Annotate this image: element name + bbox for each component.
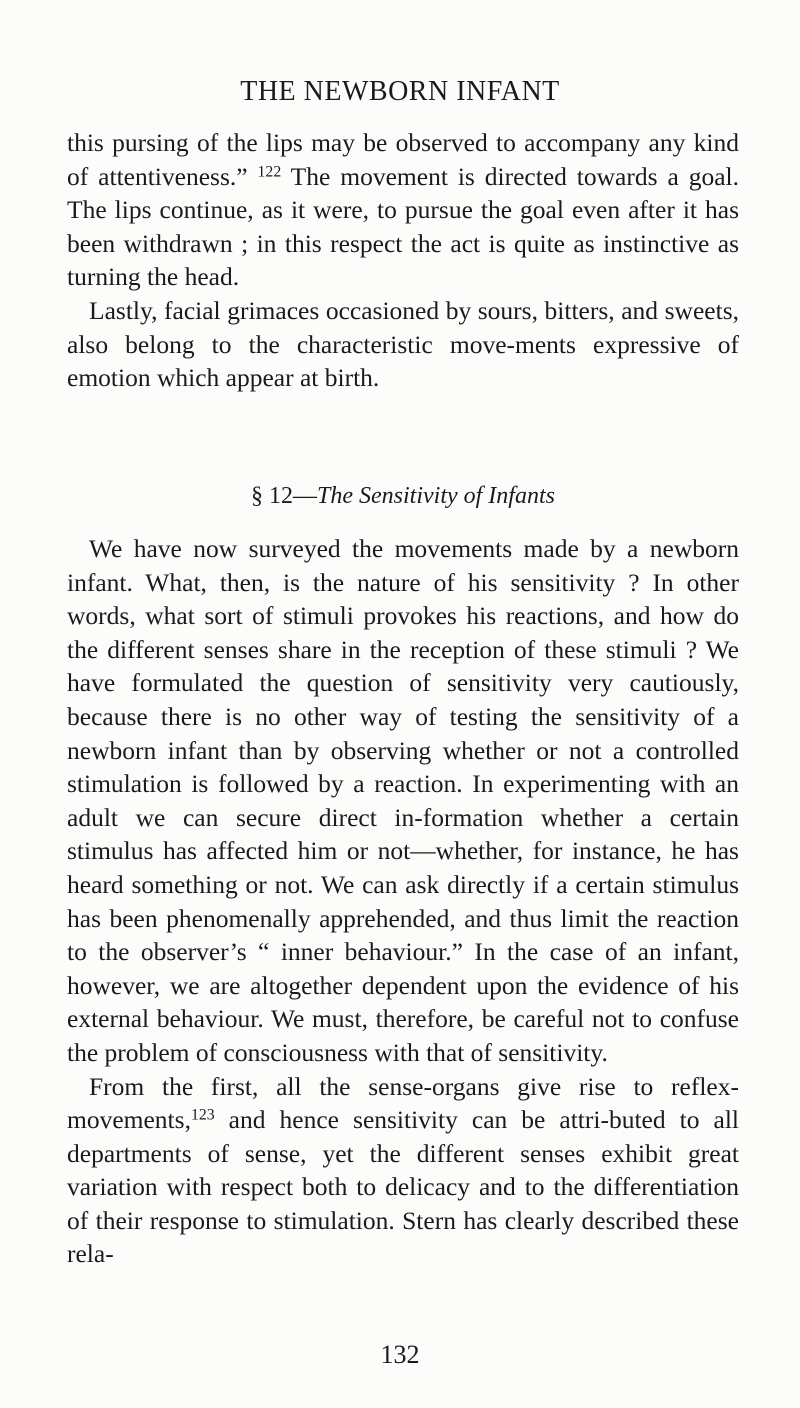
section-number: § 12—: [251, 483, 317, 509]
paragraph-text: The movement is directed towards a goal. The lips continue, as it were, to pursue the goal even after it has been withdrawn ; in this respect the act is quite as instinctive as turning the head.: [67, 161, 739, 292]
paragraph-continued: [67, 126, 739, 294]
running-head: THE NEWBORN INFANT: [240, 76, 560, 107]
page-number: 132: [380, 1340, 420, 1369]
footnote-ref-122: 122: [257, 162, 282, 180]
section-title: The Sensitivity of Infants: [317, 483, 555, 509]
body-text-bottom: [67, 532, 739, 1271]
paragraph: We have now surveyed the movements made by a newborn infant. What, then, is the nature of his sensitivity ? In other words, what sort of stimuli provokes his reactions, and how do the different senses share in the reception of these stimuli ? We have formulated the question of sensitivity very cautiously, because there is no other way of testing the sensitivity of a newborn infant than by observing whether or not a controlled stimulation is followed by a reaction. In experimenting with an adult we can secure direct in-formation whether a certain stimulus has affected him or not—whether, for instance, he has heard something or not. We can ask directly if a certain stimulus has been phenomenally apprehended, and thus limit the reaction to the observer’s “ inner behaviour.” In the case of an infant, however, we are altogether dependent upon the evidence of his external behaviour. We must, therefore, be careful not to confuse the problem of consciousness with that of sensitivity.: [67, 534, 739, 1067]
body-text-top: [67, 126, 739, 395]
footnote-ref-123: 123: [190, 1106, 215, 1124]
section-heading: [67, 480, 739, 514]
paragraph-text: this pursing of the lips may be observed to accompany any kind of attentiveness.”: [67, 128, 739, 191]
paragraph: [67, 1070, 739, 1272]
paragraph-text: and hence sensitivity can be attri-buted to all departments of sense, yet the different senses exhibit great variation with respect both to delicacy and to the differentiation of their response to stimulation. Stern has clearly described these rela-: [67, 1105, 739, 1269]
paragraph-text: From the first, all the sense-organs give rise to reflex-movements,: [67, 1071, 739, 1135]
section-heading-block: [67, 480, 739, 514]
paragraph: Lastly, facial grimaces occasioned by sours, bitters, and sweets, also belong to the characteristic move-ments expressive of emotion which appear at birth.: [67, 295, 739, 393]
